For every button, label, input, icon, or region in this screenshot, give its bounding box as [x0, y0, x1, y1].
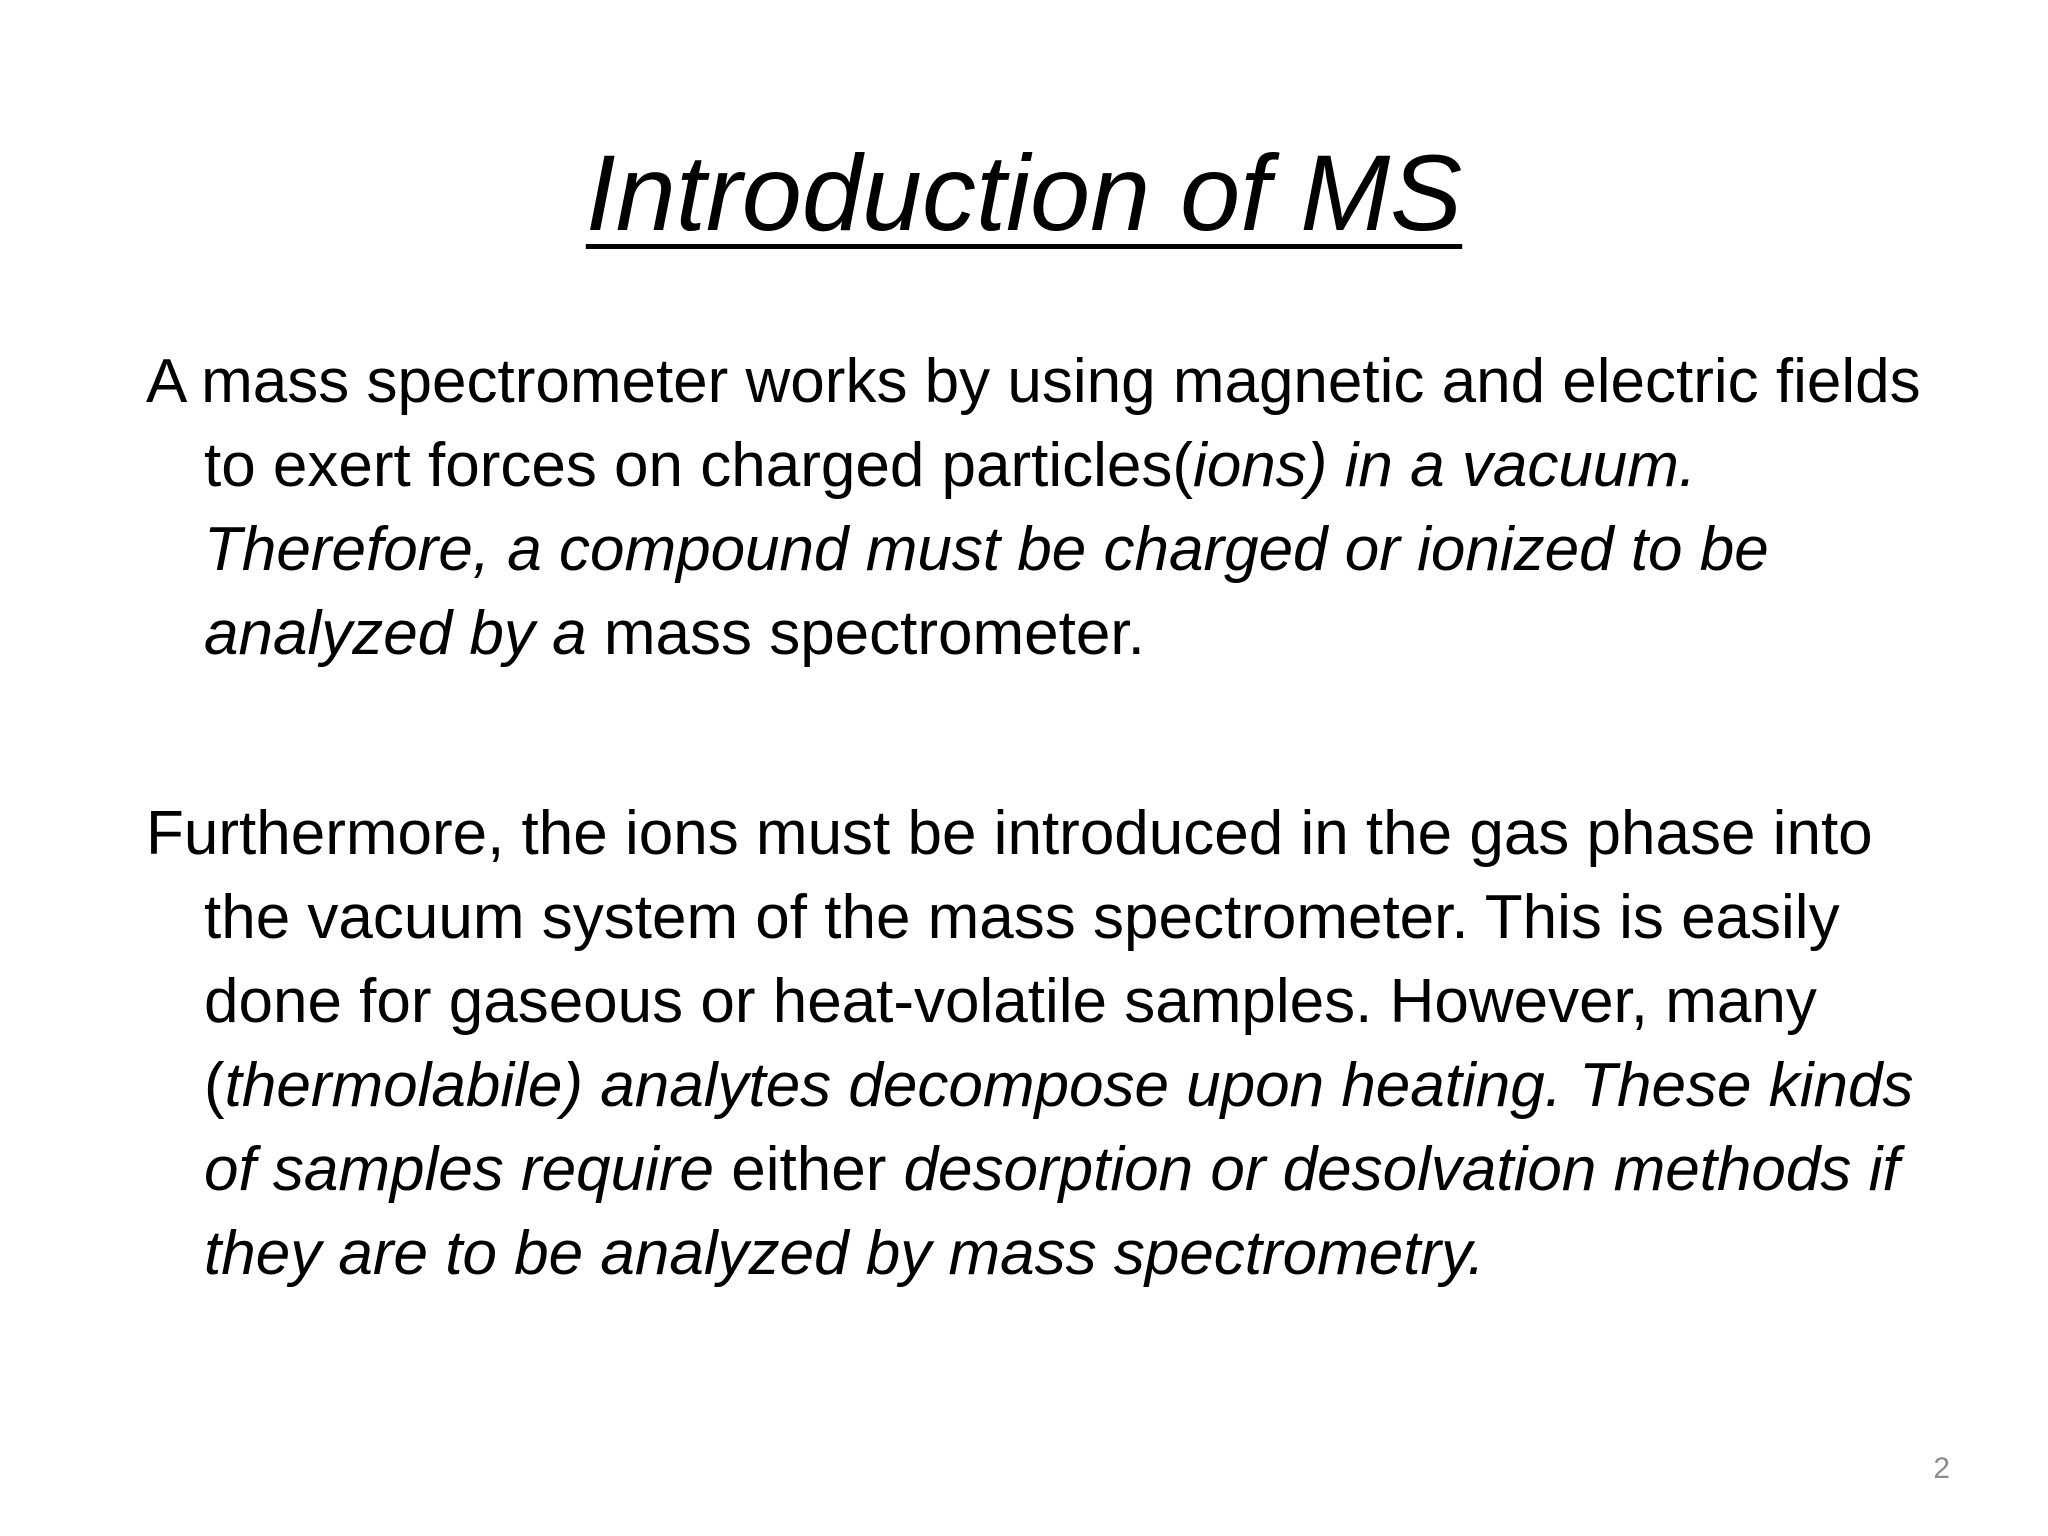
slide-title: Introduction of MS — [585, 132, 1463, 253]
paragraph-1 — [146, 340, 1966, 676]
paragraph-1-segment-3: mass spectrometer. — [586, 599, 1145, 668]
paragraph-1-segment-2: ions) in a vacuum. Therefore, a compound must be charged or ionized to be analyzed by a — [204, 431, 1769, 668]
slide-number: 2 — [1933, 1452, 1950, 1485]
paragraph-1-segment-1: A mass spectrometer works by using magnetic and electric fields to exert forces on charged particles( — [146, 347, 1921, 500]
slide-body — [146, 340, 1966, 1296]
paragraph-2-segment-2: thermolabile) analytes decompose upon heating. These kinds of samples require — [204, 1051, 1914, 1204]
paragraph-2-segment-1: Furthermore, the ions must be introduced in the gas phase into the vacuum system of the mass spectrometer. This is easily done for gaseous or heat-volatile samples. However, many ( — [146, 799, 1873, 1120]
paragraph-2-segment-3: either — [714, 1135, 904, 1204]
paragraph-2-segment-4: desorption or desolvation methods if they are to be analyzed by mass spectrometry. — [204, 1135, 1900, 1288]
paragraph-2 — [146, 792, 1966, 1296]
